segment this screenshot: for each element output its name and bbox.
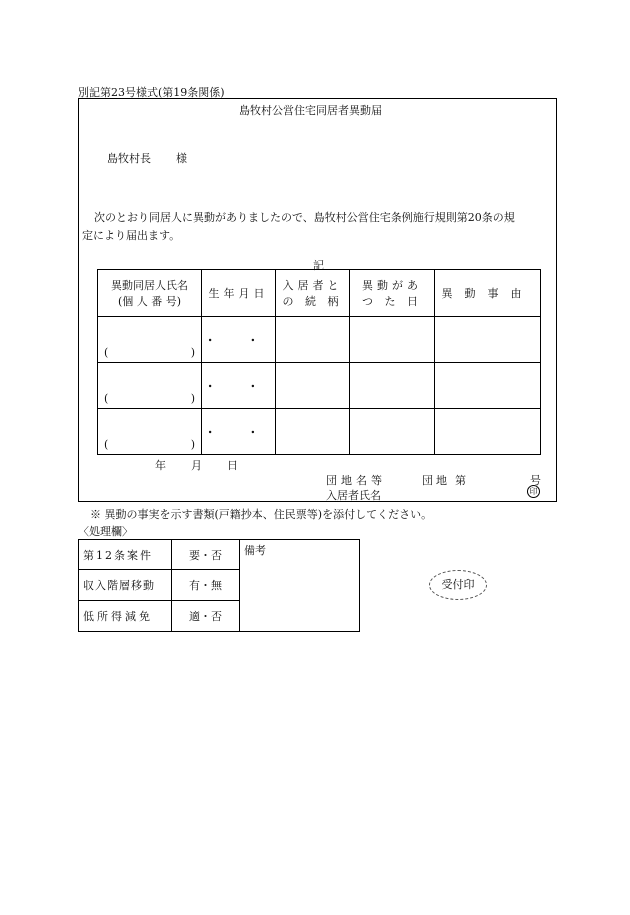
processing-value[interactable]: 適・否 — [172, 601, 240, 632]
remarks-label: 備考 — [244, 544, 266, 557]
form-title: 島牧村公営住宅同居者異動届 — [239, 104, 382, 117]
reason-cell[interactable] — [435, 409, 541, 455]
processing-label: 収入階層移動 — [79, 570, 172, 601]
processing-label: 低所得減免 — [79, 601, 172, 632]
resident-name-label: 入居者氏名 — [326, 489, 381, 502]
birth-cell[interactable]: ・ ・ — [202, 409, 276, 455]
date-month: 月 — [191, 459, 202, 472]
reception-stamp: 受付印 — [429, 570, 487, 600]
paren-close: ) — [190, 438, 195, 451]
body-text-line1: 次のとおり同居人に異動がありましたので、島牧村公営住宅条例施行規則第20条の規 — [94, 211, 515, 224]
date-cell[interactable] — [350, 363, 435, 409]
record-table — [97, 269, 541, 455]
form-number: 別記第23号様式(第19条関係) — [78, 86, 225, 99]
header-relation — [276, 270, 350, 317]
table-header-row — [98, 270, 541, 317]
paren-open: ( — [104, 392, 109, 405]
date-cell[interactable] — [350, 317, 435, 363]
complex-label: 団地名等 — [326, 474, 386, 487]
name-cell[interactable] — [98, 317, 202, 363]
seal-mark: 印 — [527, 485, 540, 498]
header-date-line1: 異動があ — [362, 279, 422, 292]
remarks-cell[interactable] — [240, 540, 360, 632]
processing-label: 第12条案件 — [79, 540, 172, 570]
date-year: 年 — [155, 459, 166, 472]
header-name-line1: 異動同居人氏名 — [111, 279, 188, 292]
header-birth: 生年月日 — [202, 270, 276, 317]
header-date — [350, 270, 435, 317]
birth-cell[interactable]: ・ ・ — [202, 363, 276, 409]
table-row — [98, 363, 541, 409]
reason-cell[interactable] — [435, 317, 541, 363]
name-cell[interactable] — [98, 409, 202, 455]
header-name — [98, 270, 202, 317]
processing-value[interactable]: 有・無 — [172, 570, 240, 601]
birth-cell[interactable]: ・ ・ — [202, 317, 276, 363]
name-cell[interactable] — [98, 363, 202, 409]
header-name-line2: (個 人 番 号) — [117, 295, 182, 308]
body-text-line2: 定により届出ます。 — [82, 229, 181, 242]
relation-cell[interactable] — [276, 409, 350, 455]
processing-row — [79, 540, 360, 570]
header-relation-line2: の 続 柄 — [282, 295, 343, 308]
table-row — [98, 409, 541, 455]
header-relation-line1: 入居者と — [282, 279, 343, 292]
paren-open: ( — [104, 346, 109, 359]
header-date-line2: つ た 日 — [362, 295, 422, 308]
paren-open: ( — [104, 438, 109, 451]
unit-prefix: 第 — [455, 474, 466, 487]
processing-table — [78, 539, 360, 632]
reason-cell[interactable] — [435, 363, 541, 409]
addressee: 島牧村長 — [107, 152, 151, 165]
table-row — [98, 317, 541, 363]
date-day: 日 — [227, 459, 238, 472]
header-reason: 異動事由 — [435, 270, 541, 317]
unit-suffix: 号 — [530, 474, 541, 487]
processing-value[interactable]: 要・否 — [172, 540, 240, 570]
relation-cell[interactable] — [276, 317, 350, 363]
processing-heading: 〈処理欄〉 — [78, 525, 133, 538]
relation-cell[interactable] — [276, 363, 350, 409]
attachment-note: ※ 異動の事実を示す書類(戸籍抄本、住民票等)を添付してください。 — [90, 508, 433, 521]
complex-value: 団地 — [422, 474, 450, 487]
honorific: 様 — [176, 152, 187, 165]
paren-close: ) — [190, 392, 195, 405]
ki-label: 記 — [313, 259, 324, 272]
date-cell[interactable] — [350, 409, 435, 455]
paren-close: ) — [190, 346, 195, 359]
